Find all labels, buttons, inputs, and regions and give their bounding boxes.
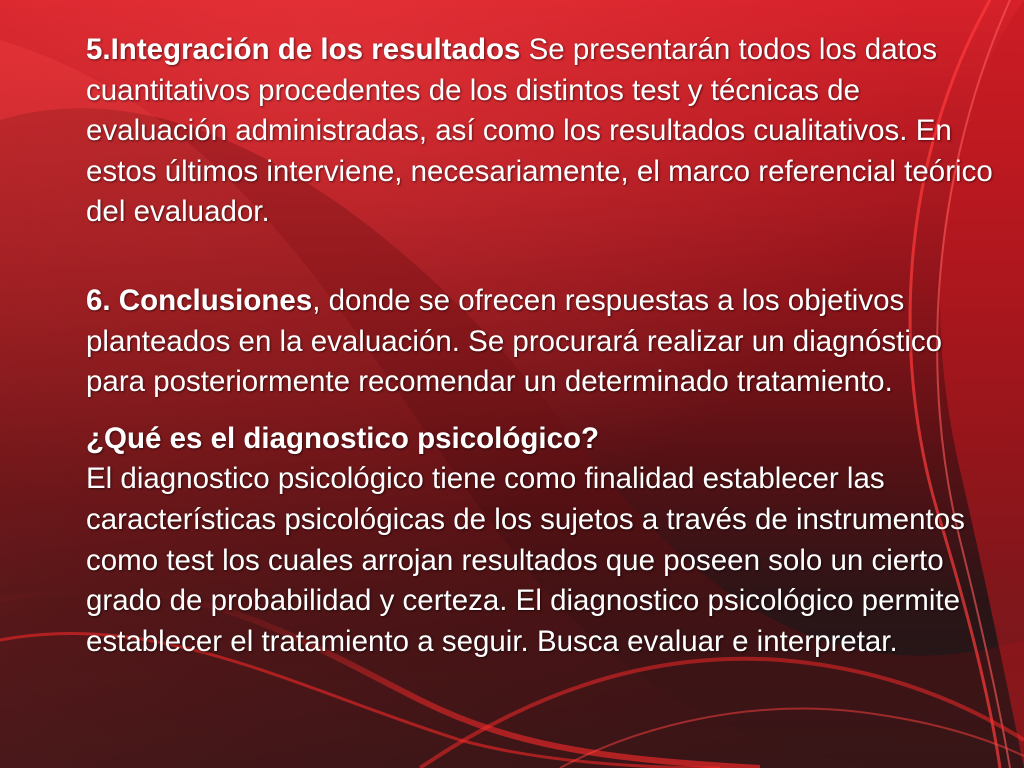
section-5-body: Se presentarán todos los datos cuantitativos procedentes de los distintos test y técnicas de evaluación administradas, así como los resultados cualitativos. En estos últimos interviene, necesariamente, el marco referencial teórico del evaluador.: [86, 33, 993, 229]
diagnosis-body: El diagnostico psicológico tiene como finalidad establecer las características psicológicas de los sujetos a través de instrumentos como test los cuales arrojan resultados que poseen solo un cierto grado de probabilidad y certeza. El diagnostico psicológico permite establecer el tratamiento a seguir. Busca evaluar e interpretar.: [86, 462, 965, 658]
diagnosis-paragraph: [86, 419, 998, 663]
section-5-heading: 5.Integración de los resultados: [86, 33, 521, 66]
diagnosis-question: ¿Qué es el diagnostico psicológico?: [86, 421, 600, 455]
section-6-body: , donde se ofrecen respuestas a los objetivos planteados en la evaluación. Se procurará realizar un diagnóstico para posteriormente recomendar un determinado tratamiento.: [86, 283, 943, 399]
section-6-heading: 6. Conclusiones: [86, 283, 313, 317]
slide-content: [86, 30, 998, 662]
section-6-paragraph: [86, 281, 998, 403]
section-5-paragraph: [86, 30, 998, 233]
